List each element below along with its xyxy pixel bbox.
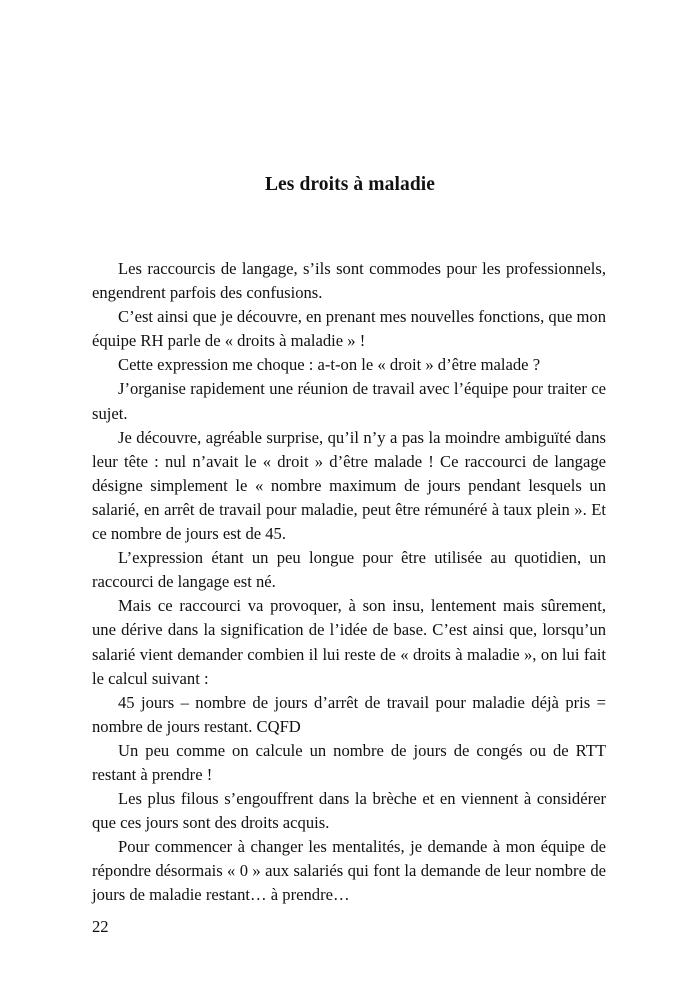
paragraph: Les plus filous s’engouffrent dans la brèche et en viennent à considérer que ces jours sont des droits acquis. [92, 789, 606, 833]
body-text [92, 257, 606, 908]
paragraph: Mais ce raccourci va provoquer, à son insu, lentement mais sûrement, une dérive dans la signification de l’idée de base. C’est ainsi que, lorsqu’un salarié vient demander combien il lui reste de « droits à maladie », on lui fait le calcul suivant : [92, 596, 606, 688]
paragraph: C’est ainsi que je découvre, en prenant mes nouvelles fonctions, que mon équipe RH parle de « droits à maladie » ! [92, 307, 607, 351]
paragraph: Pour commencer à changer les mentalités, je demande à mon équipe de répondre désormais « 0 » aux salariés qui font la demande de leur nombre de jours de maladie restant… à prendre… [92, 837, 606, 905]
page-number: 22 [92, 917, 109, 936]
chapter-title: Les droits à maladie [264, 174, 436, 195]
paragraph: Les raccourcis de langage, s’ils sont commodes pour les professionnels, engendrent parfois des confusions. [92, 259, 606, 303]
paragraph: Cette expression me choque : a-t-on le « droit » d’être malade ? [118, 355, 541, 375]
paragraph: J’organise rapidement une réunion de travail avec l’équipe pour traiter ce sujet. [92, 379, 606, 423]
paragraph: Un peu comme on calcule un nombre de jours de congés ou de RTT restant à prendre ! [92, 740, 606, 784]
paragraph: Je découvre, agréable surprise, qu’il n’y a pas la moindre ambiguïté dans leur tête : nul n’avait le « droit » d’être malade ! Ce raccourci de langage désigne simplement le « nombre maximum de jours pendant lesquels un salarié, en arrêt de travail pour maladie, peut être rémunéré à taux plein ». Et ce nombre de jours est de 45. [92, 427, 606, 544]
paragraph: 45 jours – nombre de jours d’arrêt de travail pour maladie déjà pris = nombre de jours restant. CQFD [92, 692, 606, 736]
paragraph: L’expression étant un peu longue pour être utilisée au quotidien, un raccourci de langage est né. [92, 548, 606, 592]
